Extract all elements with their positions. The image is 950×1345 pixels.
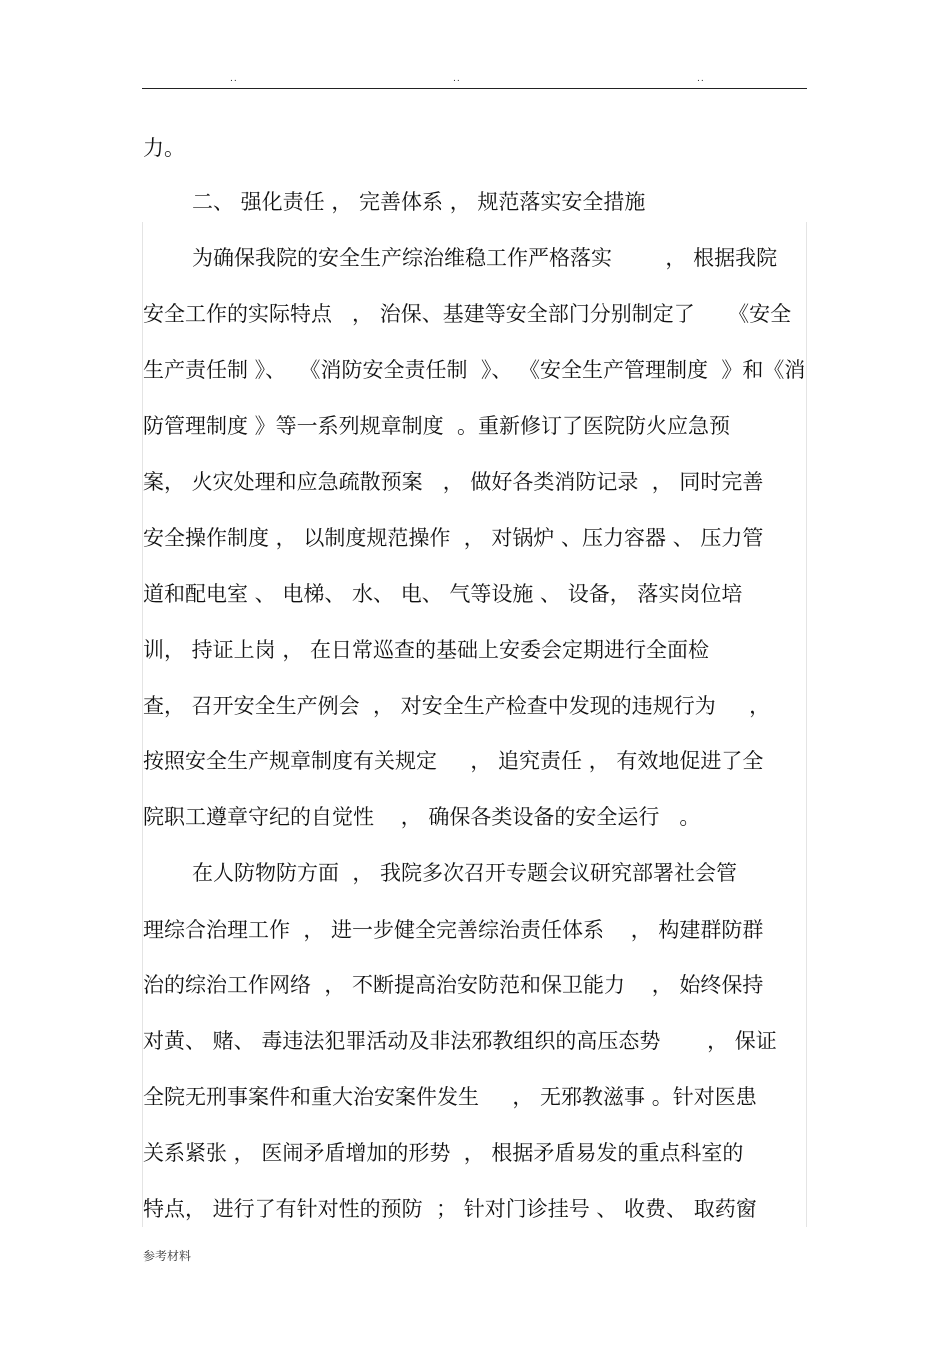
body-line: 院职工遵章守纪的自觉性 ， 确保各类设备的安全运行 。 [143, 805, 701, 829]
body-line: 生产责任制 》、 《消防安全责任制 》、 《安全生产管理制度 》和《消 [143, 358, 806, 382]
section-heading: 二、 强化责任 ， 完善体系 ， 规范落实安全措施 [192, 190, 646, 214]
right-margin-rule [806, 222, 807, 1227]
body-line: 为确保我院的安全生产综治维稳工作严格落实 ， 根据我院 [192, 246, 778, 270]
body-line: 治的综治工作网络 ， 不断提高治安防范和保卫能力 ， 始终保持 [143, 973, 764, 997]
body-line: 防管理制度 》等一系列规章制度 。重新修订了医院防火应急预 [143, 414, 731, 438]
header-mark-center: .. [453, 74, 461, 84]
body-line: 力。 [143, 136, 185, 160]
body-line: 道和配电室 、 电梯、 水、 电、 气等设施 、 设备， 落实岗位培 [143, 582, 743, 606]
body-line: 对黄、 赌、 毒违法犯罪活动及非法邪教组织的高压态势 ， 保证 [143, 1029, 777, 1053]
body-line: 训， 持证上岗 ， 在日常巡查的基础上安委会定期进行全面检 [143, 638, 710, 662]
page-footer: 参考材料 [143, 1249, 192, 1263]
body-line: 安全操作制度 ， 以制度规范操作 ， 对锅炉 、压力容器 、 压力管 [143, 526, 764, 550]
body-line: 安全工作的实际特点 ， 治保、基建等安全部门分别制定了 《安全 [143, 302, 792, 326]
header-mark-right: .. [697, 74, 705, 84]
body-line: 全院无刑事案件和重大治安案件发生 ， 无邪教滋事 。针对医患 [143, 1085, 757, 1109]
body-line: 理综合治理工作 ， 进一步健全完善综治责任体系 ， 构建群防群 [143, 918, 764, 942]
body-line: 按照安全生产规章制度有关规定 ， 追究责任 ， 有效地促进了全 [143, 749, 764, 773]
body-line: 查， 召开安全生产例会 ， 对安全生产检查中发现的违规行为 ， [143, 694, 771, 718]
body-line: 特点， 进行了有针对性的预防 ； 针对门诊挂号 、 收费、 取药窗 [143, 1197, 757, 1221]
header-rule [142, 88, 807, 89]
body-line: 关系紧张 ， 医闹矛盾增加的形势 ， 根据矛盾易发的重点科室的 [143, 1141, 744, 1165]
body-line: 在人防物防方面 ， 我院多次召开专题会议研究部署社会管 [192, 861, 738, 885]
body-line: 案， 火灾处理和应急疏散预案 ， 做好各类消防记录 ， 同时完善 [143, 470, 764, 494]
header-mark-left: .. [230, 74, 238, 84]
